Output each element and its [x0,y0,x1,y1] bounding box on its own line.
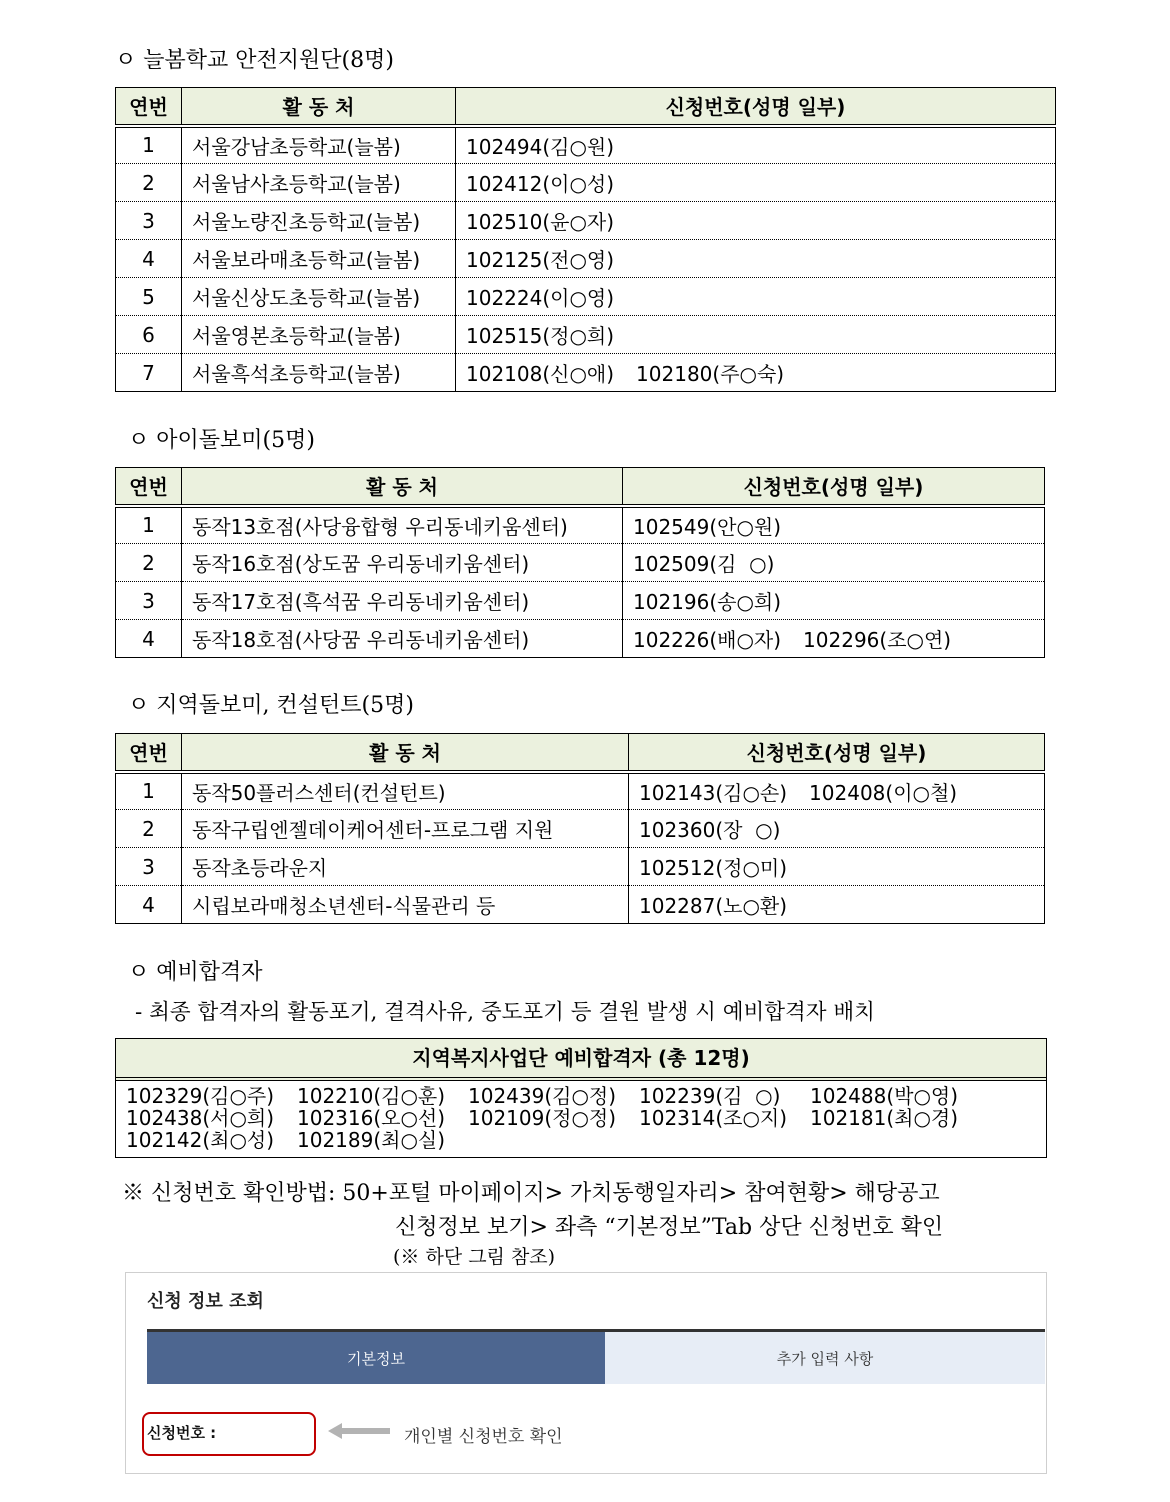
row-place: 동작초등라운지 [182,848,629,886]
section4-subtext: - 최종 합격자의 활동포기, 결격사유, 중도포기 등 결원 발생 시 예비합격자 배치 [135,1000,875,1025]
app-number: 102549(안○원) [633,514,782,539]
row-app [629,848,1045,886]
panel-title: 신청 정보 조회 [147,1291,264,1312]
reserve-entry: 102109(정○정) [468,1106,617,1130]
col-header-app: 신청번호(성명 일부) [629,734,1045,772]
row-no: 1 [116,506,182,544]
row-place: 동작50플러스센터(컨설턴트) [182,772,629,810]
row-place: 서울남사초등학교(늘봄) [182,164,456,202]
app-number: 102509(김 ○) [633,552,775,576]
table-row [116,886,1045,924]
row-no: 1 [116,126,182,164]
section3-table [115,733,1045,924]
table-row [116,506,1045,544]
tab-additional-info[interactable] [605,1332,1045,1384]
row-place: 서울영본초등학교(늘봄) [182,316,456,354]
row-app [456,202,1056,240]
reserve-box [115,1038,1047,1158]
row-app [629,886,1045,924]
row-app [456,164,1056,202]
row-no: 4 [116,240,182,278]
app-number-2: 102296(조○연) [803,628,952,652]
col-header-place: 활 동 처 [182,88,456,126]
application-number-label: 신청번호 : [147,1424,217,1442]
row-place: 시립보라매청소년센터-식물관리 등 [182,886,629,924]
row-no: 5 [116,278,182,316]
note-line2: 신청정보 보기> 좌측 “기본정보”Tab 상단 신청번호 확인 [395,1215,944,1240]
section1-heading: ㅇ 늘봄학교 안전지원단(8명) [115,48,394,73]
row-place: 동작16호점(상도꿈 우리동네키움센터) [182,544,623,582]
row-app [456,354,1056,392]
table-row [116,772,1045,810]
table-row [116,582,1045,620]
section4-heading: ㅇ 예비합격자 [128,960,263,985]
panel-tabs [147,1329,1045,1384]
reserve-entry: 102329(김○주) [126,1084,275,1108]
row-no: 4 [116,620,182,658]
row-no: 3 [116,202,182,240]
reserve-title: 지역복지사업단 예비합격자 (총 12명) [116,1039,1046,1081]
row-no: 3 [116,582,182,620]
app-number: 102360(장 ○) [639,818,781,842]
row-no: 2 [116,164,182,202]
row-app [629,810,1045,848]
tab-basic-info-label: 기본정보 [347,1349,405,1368]
col-header-no: 연번 [116,468,182,506]
row-place: 서울노량진초등학교(늘봄) [182,202,456,240]
row-place: 서울흑석초등학교(늘봄) [182,354,456,392]
col-header-place: 활 동 처 [182,468,623,506]
app-number: 102108(신○애) [466,362,615,386]
reserve-entry: 102314(조○지) [639,1106,788,1130]
reserve-entry: 102142(최○성) [126,1128,275,1152]
col-header-no: 연번 [116,88,182,126]
app-number: 102226(배○자) [633,628,782,652]
section3-heading: ㅇ 지역돌보미, 컨설턴트(5명) [128,693,414,718]
row-app [623,544,1045,582]
app-number-2: 102180(주○숙) [636,362,785,386]
table-row [116,278,1056,316]
row-no: 2 [116,810,182,848]
row-app [623,582,1045,620]
reserve-entry: 102438(서○희) [126,1106,275,1130]
row-app [623,506,1045,544]
table-row [116,620,1045,658]
app-number: 102512(정○미) [639,856,788,880]
table-header-row [116,88,1056,126]
reserve-entry: 102239(김 ○) [639,1084,781,1108]
table-row [116,848,1045,886]
table-header-row [116,468,1045,506]
section2-table [115,467,1045,658]
reserve-entry: 102210(김○훈) [297,1084,446,1108]
row-place: 동작17호점(흑석꿈 우리동네키움센터) [182,582,623,620]
row-app [456,316,1056,354]
app-number: 102143(김○손) [639,780,788,805]
app-number: 102515(정○희) [466,324,615,348]
col-header-place: 활 동 처 [182,734,629,772]
app-number-2: 102408(이○철) [809,780,958,805]
row-app [456,240,1056,278]
section2-heading: ㅇ 아이돌보미(5명) [128,428,315,453]
row-no: 1 [116,772,182,810]
arrow-caption: 개인별 신청번호 확인 [404,1427,563,1447]
table-row [116,544,1045,582]
row-place: 서울신상도초등학교(늘봄) [182,278,456,316]
table-row [116,164,1056,202]
table-row [116,316,1056,354]
tab-additional-info-label: 추가 입력 사항 [776,1349,874,1368]
col-header-app: 신청번호(성명 일부) [456,88,1056,126]
row-no: 2 [116,544,182,582]
row-place: 서울보라매초등학교(늘봄) [182,240,456,278]
row-place: 동작13호점(사당융합형 우리동네키움센터) [182,506,623,544]
row-place: 서울강남초등학교(늘봄) [182,126,456,164]
reserve-list [116,1081,1046,1157]
note-line1: ※ 신청번호 확인방법: 50+포털 마이페이지> 가치동행일자리> 참여현황> 해당공고 [122,1181,940,1206]
row-app [623,620,1045,658]
app-number: 102287(노○환) [639,894,788,918]
row-place: 동작구립엔젤데이케어센터-프로그램 지원 [182,810,629,848]
app-number: 102224(이○영) [466,286,615,310]
app-number: 102125(전○영) [466,248,615,272]
row-no: 6 [116,316,182,354]
row-no: 7 [116,354,182,392]
row-no: 3 [116,848,182,886]
reserve-entry: 102439(김○정) [468,1084,617,1108]
table-row [116,202,1056,240]
app-number: 102510(윤○자) [466,210,615,234]
left-arrow-icon [328,1423,390,1439]
col-header-no: 연번 [116,734,182,772]
note-line3: (※ 하단 그림 참조) [393,1246,556,1268]
tab-basic-info[interactable] [147,1332,605,1384]
row-app [629,772,1045,810]
section1-table [115,87,1056,392]
application-info-screenshot [125,1272,1047,1474]
reserve-entry: 102181(최○경) [810,1106,959,1130]
table-row [116,126,1056,164]
table-row [116,240,1056,278]
reserve-entry: 102316(오○선) [297,1106,446,1130]
table-header-row [116,734,1045,772]
app-number: 102196(송○희) [633,590,782,614]
reserve-entry: 102488(박○영) [810,1084,959,1108]
table-row [116,810,1045,848]
row-place: 동작18호점(사당꿈 우리동네키움센터) [182,620,623,658]
app-number: 102412(이○성) [466,172,615,196]
app-number: 102494(김○원) [466,134,615,159]
row-no: 4 [116,886,182,924]
reserve-entry: 102189(최○실) [297,1128,446,1152]
row-app [456,126,1056,164]
row-app [456,278,1056,316]
table-row [116,354,1056,392]
col-header-app: 신청번호(성명 일부) [623,468,1045,506]
